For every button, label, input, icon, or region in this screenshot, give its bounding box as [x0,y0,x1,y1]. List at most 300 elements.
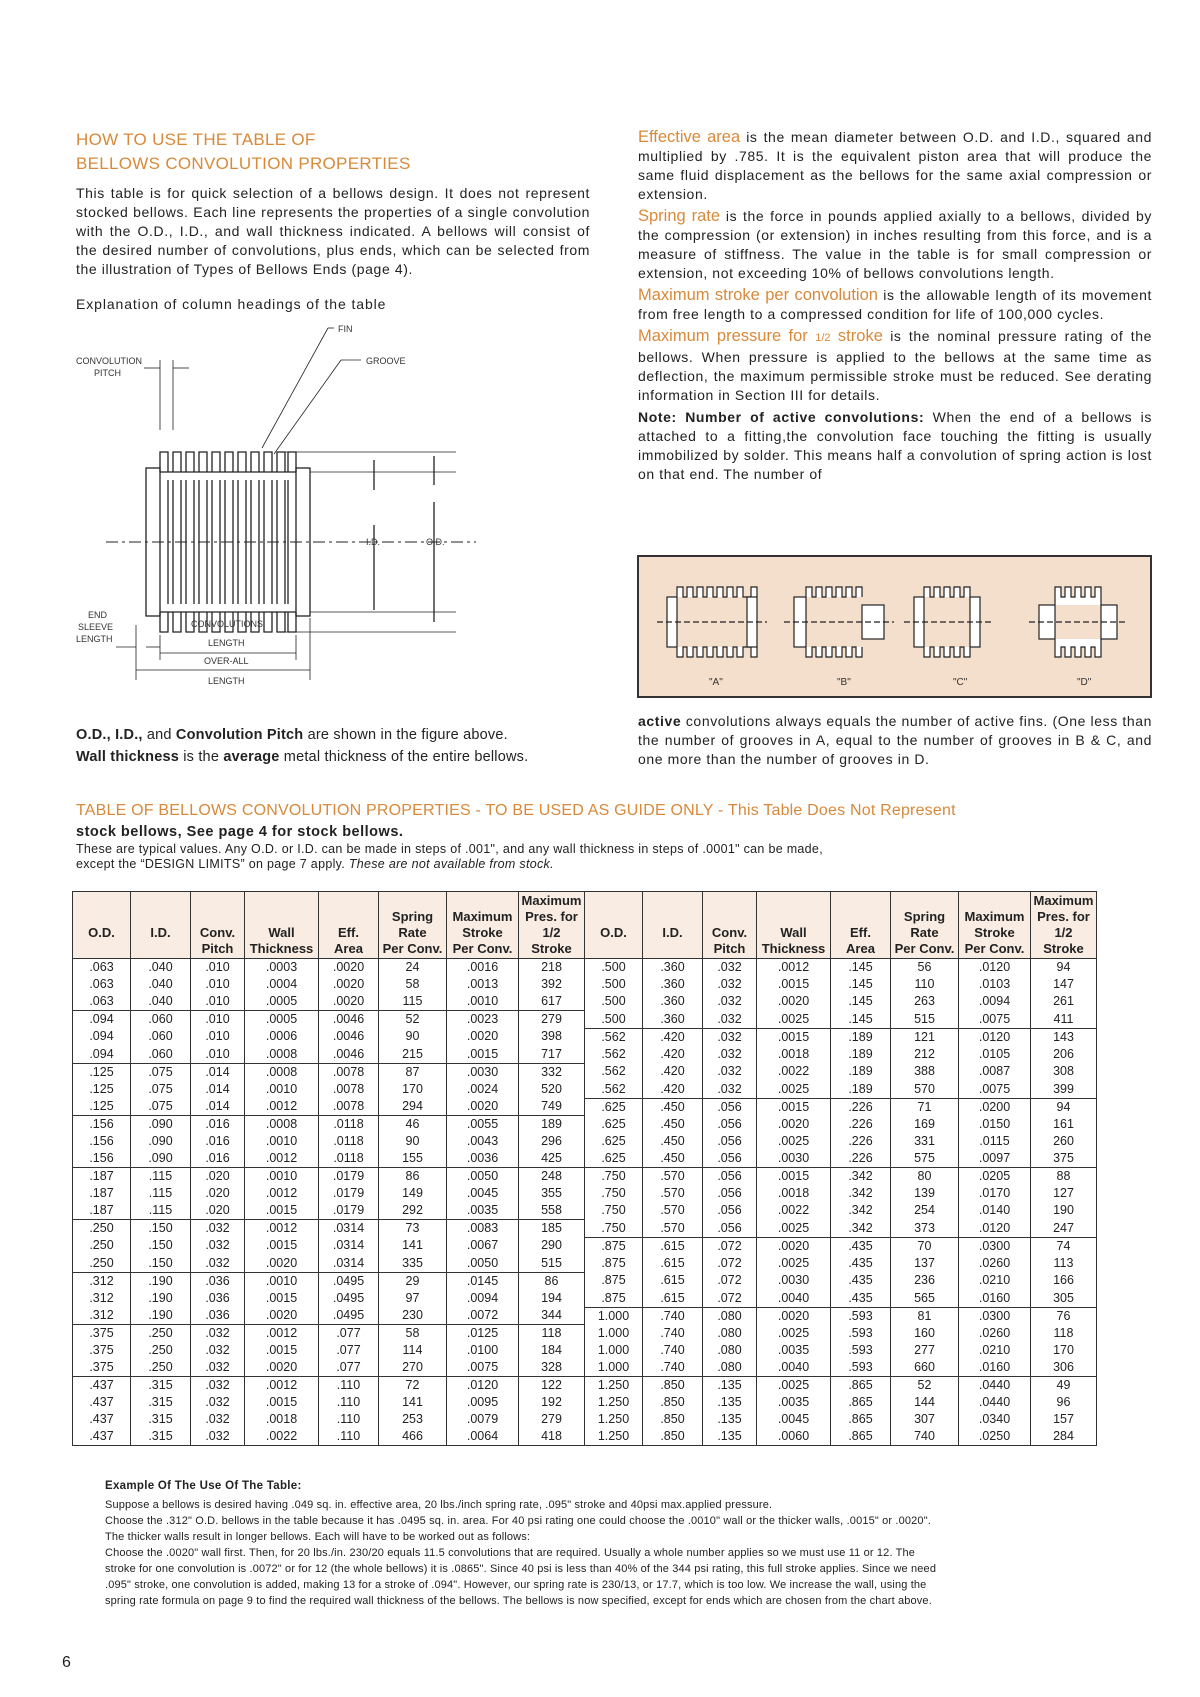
table-cell: 355 [519,1185,585,1202]
example-line: stroke for one convolution is .0072" or for 12 (the whole bellows) it is .0865". Since 40 psi is less than 40% of the 344 psi rating, this full stroke applies. Since we need [105,1563,937,1575]
table-cell: .0045 [757,1411,831,1428]
table-cell: .0018 [757,1185,831,1202]
column-header-line [759,909,828,925]
table-cell: .0005 [245,1011,319,1029]
table-cell: .032 [191,1428,245,1446]
table-cell: .0020 [245,1307,319,1325]
table-row [73,1342,1097,1359]
table-cell: .190 [131,1272,191,1290]
table-cell: .562 [585,1046,643,1064]
table-cell: .0020 [447,1098,519,1116]
table-cell: .0250 [959,1428,1031,1446]
table-cell: .0015 [245,1202,319,1220]
column-header [379,892,447,959]
caption-wall: Wall thickness [76,749,179,765]
table-cell: 90 [379,1133,447,1150]
table-cell: .0078 [319,1063,379,1081]
table-row [73,1272,1097,1290]
table-cell: 212 [891,1046,959,1064]
table-cell: .500 [585,1011,643,1029]
table-cell: 73 [379,1220,447,1238]
table-cell: .0020 [757,1307,831,1325]
table-cell: 170 [379,1081,447,1099]
table-cell: .145 [831,959,891,977]
table-cell: 328 [519,1359,585,1377]
table-cell: .625 [585,1116,643,1134]
table-cell: .056 [703,1098,757,1116]
table-cell: .0020 [245,1359,319,1377]
table-cell: .032 [703,1081,757,1099]
table-cell: .226 [831,1133,891,1150]
table-cell: .420 [643,1046,703,1064]
table-cell: .075 [131,1063,191,1081]
table-cell: .0012 [245,1098,319,1116]
column-header [519,892,585,959]
table-cell: .190 [131,1307,191,1325]
table-cell: .437 [73,1411,131,1428]
column-header-line [705,909,754,925]
table-cell: .850 [643,1377,703,1395]
column-header-line: Pres. for [1037,909,1090,924]
column-header-line: Area [334,941,363,956]
table-cell: .0079 [447,1411,519,1428]
table-cell: 253 [379,1411,447,1428]
table-cell: .040 [131,993,191,1011]
table-cell: .342 [831,1185,891,1202]
table-cell: .450 [643,1116,703,1134]
table-row [73,976,1097,993]
table-cell: .032 [191,1325,245,1343]
table-row [73,1028,1097,1046]
table-cell: .0145 [447,1272,519,1290]
example-heading: Example Of The Use Of The Table: [105,1480,302,1492]
table-cell: .0020 [245,1255,319,1273]
table-cell: .0097 [959,1150,1031,1168]
table-cell: .875 [585,1272,643,1290]
table-cell: .0022 [757,1202,831,1220]
table-cell: .0314 [319,1220,379,1238]
table-cell: 160 [891,1325,959,1343]
table-cell: .226 [831,1150,891,1168]
table-cell: .0025 [757,1377,831,1395]
properties-table-wrap [72,891,1097,1446]
table-cell: .0075 [959,1011,1031,1029]
table-cell: .0094 [447,1290,519,1308]
table-cell: 169 [891,1116,959,1134]
table-cell: 58 [379,1325,447,1343]
table-cell: .570 [643,1185,703,1202]
table-cell: .0005 [245,993,319,1011]
column-header [245,892,319,959]
table-cell: .010 [191,993,245,1011]
table-cell: .0015 [245,1290,319,1308]
table-cell: .435 [831,1290,891,1308]
table-cell: .250 [73,1237,131,1255]
table-cell: .0160 [959,1359,1031,1377]
table-cell: 1.250 [585,1411,643,1428]
table-cell: .0012 [245,1150,319,1168]
table-cell: .450 [643,1150,703,1168]
table-cell: 137 [891,1255,959,1273]
column-header-line [133,909,188,925]
table-cell: .032 [191,1359,245,1377]
table-cell: .0260 [959,1325,1031,1343]
table-cell: .0020 [319,976,379,993]
label-conv-length-2: LENGTH [208,638,245,648]
column-header [585,892,643,959]
table-cell: .187 [73,1185,131,1202]
table-cell: .865 [831,1377,891,1395]
table-cell: .0055 [447,1116,519,1134]
table-cell: .0012 [245,1185,319,1202]
table-cell: 87 [379,1063,447,1081]
table-cell: .0150 [959,1116,1031,1134]
table-cell: .0179 [319,1202,379,1220]
table-cell: .110 [319,1428,379,1446]
table-cell: .562 [585,1063,643,1081]
table-cell: 331 [891,1133,959,1150]
table-cell: .0035 [757,1342,831,1359]
table-cell: 263 [891,993,959,1011]
table-cell: .115 [131,1185,191,1202]
explanation-heading: Explanation of column headings of the table [76,296,387,312]
column-header-line [133,941,188,957]
table-cell: 308 [1031,1063,1097,1081]
table-cell: .0022 [757,1063,831,1081]
table-cell: .0023 [447,1011,519,1029]
table-row [73,1098,1097,1116]
table-cell: 184 [519,1342,585,1359]
table-cell: .570 [643,1202,703,1220]
table-cell: .094 [73,1011,131,1029]
column-header-line: Rate [398,925,427,940]
table-cell: .437 [73,1394,131,1411]
table-cell: .189 [831,1081,891,1099]
table-cell: 425 [519,1150,585,1168]
table-cell: 52 [379,1011,447,1029]
table-cell: 215 [379,1046,447,1064]
table-cell: .150 [131,1255,191,1273]
right-column [638,128,1152,484]
table-cell: 170 [1031,1342,1097,1359]
table-cell: .850 [643,1394,703,1411]
table-row [73,1133,1097,1150]
table-cell: 1.250 [585,1377,643,1395]
table-cell: 94 [1031,1098,1097,1116]
bellows-properties-table [72,891,1097,1446]
table-cell: .010 [191,1028,245,1046]
example-body [105,1497,1165,1609]
end-types-figure [639,557,1150,696]
table-cell: .0179 [319,1168,379,1186]
table-cell: 466 [379,1428,447,1446]
table-cell: 218 [519,959,585,977]
table-cell: .0087 [959,1063,1031,1081]
table-cell: .032 [191,1411,245,1428]
table-cell: .0025 [757,1325,831,1343]
table-cell: .0120 [959,1220,1031,1238]
table-cell: .0043 [447,1133,519,1150]
table-cell: 86 [519,1272,585,1290]
column-header-line: Maximum [521,893,582,908]
column-header-line: Pitch [713,941,746,956]
table-cell: .080 [703,1325,757,1343]
table-cell: .056 [703,1220,757,1238]
table-cell: .010 [191,1046,245,1064]
table-cell: .562 [585,1028,643,1046]
table-cell: .145 [831,976,891,993]
table-cell: .190 [131,1290,191,1308]
table-cell: .0008 [245,1063,319,1081]
column-header-line: Maximum [964,909,1025,924]
table-cell: .077 [319,1359,379,1377]
table-cell: .0075 [959,1081,1031,1099]
table-cell: .0012 [245,1377,319,1395]
table-cell: 141 [379,1394,447,1411]
table-cell: .032 [703,993,757,1011]
table-cell: .0105 [959,1046,1031,1064]
table-cell: .0035 [757,1394,831,1411]
table-cell: .615 [643,1255,703,1273]
effective-area-def: Effective area is the mean diameter between O.D. and I.D., squared and multiplied by .785. It is the equivalent piston area that will produce the same fluid displacement as the bellows for the same axial compression or extension. [638,128,1152,202]
column-header [891,892,959,959]
table-cell: 185 [519,1220,585,1238]
table-cell: .226 [831,1116,891,1134]
table-cell: .032 [191,1220,245,1238]
table-cell: .0012 [757,959,831,977]
column-header [447,892,519,959]
table-cell: .0015 [245,1342,319,1359]
table-cell: .500 [585,959,643,977]
table-row [73,1428,1097,1446]
column-header [73,892,131,959]
table-cell: 166 [1031,1272,1097,1290]
example-line: Choose the .312" O.D. bellows in the table because it has .0495 sq. in. area. For 40 psi rating one could choose the .0010" wall or the thicker walls, .0015" or .0020". [105,1515,931,1527]
table-cell: 332 [519,1063,585,1081]
table-cell: .0120 [959,959,1031,977]
table-cell: .0030 [757,1272,831,1290]
table-cell: 72 [379,1377,447,1395]
table-row [73,1307,1097,1325]
table-row [73,1290,1097,1308]
table-cell: .342 [831,1168,891,1186]
table-cell: .056 [703,1168,757,1186]
table-cell: .110 [319,1377,379,1395]
table-cell: 143 [1031,1028,1097,1046]
table-cell: .020 [191,1168,245,1186]
table-cell: .125 [73,1063,131,1081]
table-cell: .875 [585,1255,643,1273]
table-cell: .0260 [959,1255,1031,1273]
table-cell: .500 [585,976,643,993]
table-cell: .032 [703,1046,757,1064]
table-cell: .0020 [757,993,831,1011]
bellows-diagram [76,324,516,690]
table-cell: .156 [73,1133,131,1150]
table-cell: .032 [703,1028,757,1046]
table-cell: .0015 [447,1046,519,1064]
label-conv-pitch-1: CONVOLUTION [76,356,143,366]
table-row [73,1185,1097,1202]
table-cell: 58 [379,976,447,993]
table-note-1: These are typical values. Any O.D. or I.D. can be made in steps of .001", and any wall thickness in steps of .0001" can be made, [76,842,823,856]
note-bold: Note: Number of active convolutions: [638,409,925,425]
table-cell: .250 [73,1220,131,1238]
table-cell: 749 [519,1098,585,1116]
table-cell: 515 [519,1255,585,1273]
table-cell: .0118 [319,1133,379,1150]
table-cell: .0100 [447,1342,519,1359]
table-cell: .0010 [245,1081,319,1099]
table-cell: 161 [1031,1116,1097,1134]
table-cell: 76 [1031,1307,1097,1325]
table-cell: 1.250 [585,1394,643,1411]
table-cell: .750 [585,1220,643,1238]
label-end-sleeve-3: LENGTH [76,634,113,644]
table-row [73,1255,1097,1273]
table-cell: .0015 [245,1237,319,1255]
column-header-line: Eff. [338,925,359,940]
caption-and: and [142,727,176,743]
table-cell: .0015 [757,1168,831,1186]
column-header-line: Area [846,941,875,956]
table-cell: .625 [585,1150,643,1168]
table-cell: .0024 [447,1081,519,1099]
end-type-c-label: "C" [953,677,968,688]
column-header [643,892,703,959]
table-cell: .110 [319,1411,379,1428]
table-cell: 80 [891,1168,959,1186]
table-cell: 74 [1031,1237,1097,1255]
table-cell: .072 [703,1290,757,1308]
label-conv-length-1: CONVOLUTIONS [191,619,264,629]
table-row [73,1325,1097,1343]
table-cell: 1.000 [585,1342,643,1359]
table-cell: 141 [379,1237,447,1255]
column-header [959,892,1031,959]
table-cell: .865 [831,1394,891,1411]
table-row [73,993,1097,1011]
column-header-line [587,941,640,957]
table-cell: .080 [703,1342,757,1359]
intro-paragraph: This table is for quick selection of a bellows design. It does not represent stocked bellows. Each line represents the properties of a single convolution with the O.D., I.D., and wall thickness indicated. A bellows will consist of the desired number of convolutions, plus ends, which can be selected from the illustration of Types of Bellows Ends (page 4). [76,185,590,277]
table-cell: .0012 [245,1325,319,1343]
table-cell: 1.250 [585,1428,643,1446]
table-cell: 1.000 [585,1359,643,1377]
table-cell: .115 [131,1168,191,1186]
table-row [73,959,1097,977]
table-cell: .0020 [319,959,379,977]
left-column [76,128,590,312]
table-cell: .036 [191,1290,245,1308]
table-cell: .189 [831,1028,891,1046]
table-cell: .342 [831,1220,891,1238]
example-line: The thicker walls result in longer bellows. Each will have to be worked out as follows: [105,1531,531,1543]
table-cell: 190 [1031,1202,1097,1220]
table-cell: .150 [131,1220,191,1238]
table-cell: .375 [73,1325,131,1343]
table-row [73,1359,1097,1377]
column-header [831,892,891,959]
table-cell: .032 [191,1342,245,1359]
table-cell: .0495 [319,1307,379,1325]
table-cell: .020 [191,1202,245,1220]
table-cell: .056 [703,1150,757,1168]
table-cell: .077 [319,1325,379,1343]
table-cell: .060 [131,1028,191,1046]
table-cell: .145 [831,1011,891,1029]
table-cell: .0040 [757,1359,831,1377]
table-cell: .435 [831,1237,891,1255]
caption-conv-pitch: Convolution Pitch [175,727,304,743]
end-type-b-label: "B" [837,677,851,688]
table-cell: .189 [831,1063,891,1081]
table-cell: .850 [643,1411,703,1428]
caption-wall-mid: is the [179,749,224,765]
example-line: Suppose a bellows is desired having .049 sq. in. effective area, 20 lbs./inch spring rate, .095" stroke and 40psi max.applied pressure. [105,1499,773,1511]
table-cell: 192 [519,1394,585,1411]
table-cell: .375 [73,1342,131,1359]
table-cell: 71 [891,1098,959,1116]
table-cell: .135 [703,1411,757,1428]
table-cell: .0010 [245,1133,319,1150]
table-cell: .0025 [757,1081,831,1099]
table-cell: .072 [703,1255,757,1273]
table-cell: 110 [891,976,959,993]
table-cell: .625 [585,1133,643,1150]
table-cell: .0015 [757,976,831,993]
table-cell: .0013 [447,976,519,993]
table-cell: .187 [73,1202,131,1220]
table-cell: .0046 [319,1028,379,1046]
section-heading-line1: HOW TO USE THE TABLE OF [76,130,316,149]
table-cell: .312 [73,1307,131,1325]
table-cell: 344 [519,1307,585,1325]
column-header-line: Conv. [199,925,236,940]
table-cell: 284 [1031,1428,1097,1446]
table-cell: .0170 [959,1185,1031,1202]
table-cell: 418 [519,1428,585,1446]
table-cell: .360 [643,1011,703,1029]
table-cell: .090 [131,1150,191,1168]
table-cell: .077 [319,1342,379,1359]
table-cell: 86 [379,1168,447,1186]
table-cell: .875 [585,1237,643,1255]
column-header-line: Rate [910,925,939,940]
table-cell: 1.000 [585,1307,643,1325]
table-cell: .315 [131,1411,191,1428]
table-cell: 294 [379,1098,447,1116]
table-cell: 194 [519,1290,585,1308]
table-cell: 70 [891,1237,959,1255]
table-cell: .125 [73,1081,131,1099]
table-cell: .865 [831,1411,891,1428]
column-header-line: Per Conv. [452,941,513,956]
table-cell: .315 [131,1428,191,1446]
table-row [73,1377,1097,1395]
table-cell: .090 [131,1133,191,1150]
column-header-line: Wall [268,925,295,940]
table-cell: .040 [131,976,191,993]
table-cell: .010 [191,976,245,993]
table-cell: .075 [131,1081,191,1099]
table-cell: 279 [519,1411,585,1428]
table-cell: .032 [191,1237,245,1255]
column-header-line: Maximum [1033,893,1094,908]
table-cell: .865 [831,1428,891,1446]
table-cell: 114 [379,1342,447,1359]
label-conv-pitch-2: PITCH [94,368,121,378]
